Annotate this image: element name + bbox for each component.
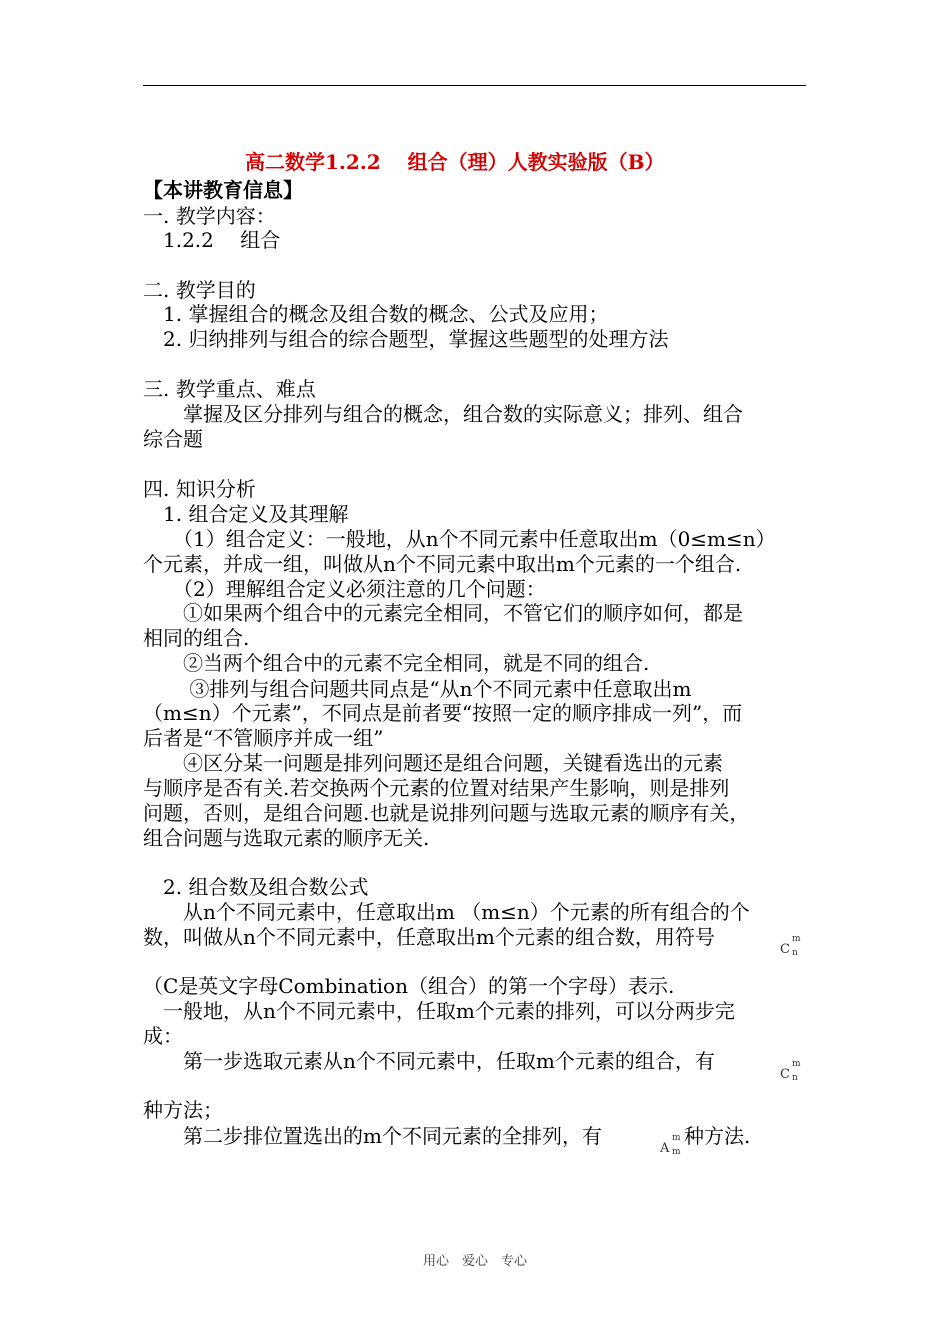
text-line: 二. 教学目的 [143, 278, 256, 302]
text-line: 成： [143, 1024, 183, 1048]
text-line: 掌握及区分排列与组合的概念，组合数的实际意义；排列、组合 [143, 402, 743, 426]
text-line: （m≤n）个元素”，不同点是前者要“按照一定的顺序排成一列”，而 [143, 701, 743, 725]
text-line: 综合题 [143, 427, 203, 451]
text-line: （1）组合定义：一般地，从n个不同元素中任意取出m（0≤m≤n） [143, 527, 776, 551]
text-line: 问题，否则，是组合问题.也就是说排列问题与选取元素的顺序有关， [143, 801, 750, 825]
text-line: 从n个不同元素中，任意取出m （m≤n）个元素的所有组合的个 [143, 900, 750, 924]
text-line: 与顺序是否有关.若交换两个元素的位置对结果产生影响，则是排列 [143, 776, 730, 800]
text-line: （C是英文字母Combination（组合）的第一个字母）表示. [143, 974, 675, 998]
page-title: 高二数学1.2.2 组合（理）人教实验版（B） [245, 150, 665, 174]
text-line: 后者是“不管顺序并成一组” [143, 726, 384, 750]
text-line: 1. 组合定义及其理解 [143, 502, 349, 526]
text-line: （2）理解组合定义必须注意的几个问题： [143, 577, 546, 601]
page-footer: 用心 爱心 专心 [423, 1254, 528, 1269]
text-line: ④区分某一问题是排列问题还是组合问题，关键看选出的元素 [143, 751, 723, 775]
text-line: 数，叫做从n个不同元素中，任意取出m个元素的组合数，用符号 [143, 925, 715, 949]
text-line: 三. 教学重点、难点 [143, 377, 316, 401]
text-line: 第二步排位置选出的m个不同元素的全排列，有 [143, 1124, 602, 1148]
text-line: 相同的组合. [143, 626, 250, 650]
text-line: ①如果两个组合中的元素完全相同，不管它们的顺序如何，都是 [143, 601, 743, 625]
text-line: ③排列与组合问题共同点是“从n个不同元素中任意取出m [143, 677, 692, 701]
text-line: 1.2.2 组合 [143, 228, 281, 252]
header-rule [143, 85, 806, 86]
text-line: 第一步选取元素从n个不同元素中，任取m个元素的组合，有 [143, 1049, 715, 1073]
text-line: 个元素，并成一组，叫做从n个不同元素中取出m个元素的一个组合. [143, 552, 742, 576]
text-line: 种方法； [143, 1098, 223, 1122]
text-line: 2. 归纳排列与组合的综合题型，掌握这些题型的处理方法 [143, 327, 669, 351]
text-line: ②当两个组合中的元素不完全相同，就是不同的组合. [143, 651, 650, 675]
text-line: 2. 组合数及组合数公式 [143, 875, 369, 899]
text-line: 一. 教学内容： [143, 204, 276, 228]
section-header: 【本讲教育信息】 [143, 178, 303, 202]
text-line: 一般地，从n个不同元素中，任取m个元素的排列，可以分两步完 [143, 999, 735, 1023]
text-line: 种方法. [684, 1124, 751, 1148]
text-line: 1. 掌握组合的概念及组合数的概念、公式及应用； [143, 302, 609, 326]
text-line: 四. 知识分析 [143, 477, 256, 501]
text-line: 组合问题与选取元素的顺序无关. [143, 826, 430, 850]
